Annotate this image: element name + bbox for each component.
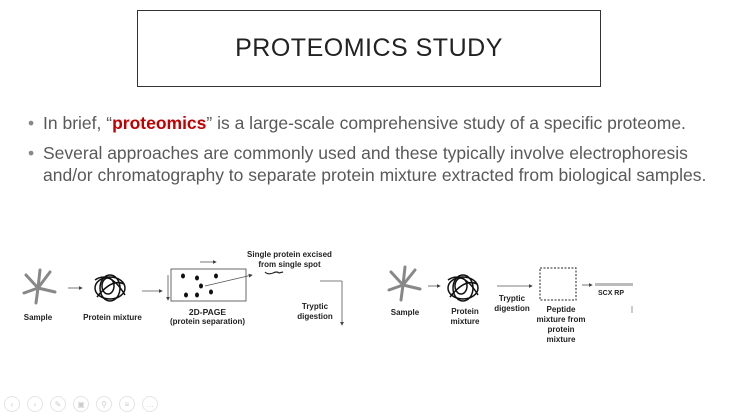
more-icon[interactable]: … xyxy=(142,396,158,412)
zoom-icon[interactable]: ⚲ xyxy=(96,396,112,412)
label-tryptic-left: Tryptic digestion xyxy=(297,302,333,321)
pen-icon[interactable]: ✎ xyxy=(50,396,66,412)
highlight-term: proteomics xyxy=(112,113,207,133)
sample-plant-icon xyxy=(24,270,55,303)
menu-icon[interactable]: ≡ xyxy=(119,396,135,412)
slideshow-nav xyxy=(4,396,158,412)
label-tryptic-right: Tryptic digestion xyxy=(494,294,530,313)
label-protein-separation: (protein separation) xyxy=(169,317,246,326)
previous-icon[interactable]: ‹ xyxy=(4,396,20,412)
label-protein-mixture: Protein mixture xyxy=(83,313,142,322)
label-2d-page: 2D-PAGE xyxy=(188,307,227,317)
bullet-2: • Several approaches are commonly used and these typically involve electrophoresis and/or chromatography to separate protein mixture extracted from biological samples. xyxy=(28,143,707,185)
peptide-mixture-icon xyxy=(540,268,576,300)
next-icon[interactable]: › xyxy=(27,396,43,412)
protein-strand-icon xyxy=(265,272,283,274)
sample-plant-icon-right xyxy=(389,267,420,300)
label-sample-right: Sample xyxy=(390,308,420,317)
column-icon xyxy=(595,283,633,286)
label-sample: Sample xyxy=(23,313,53,322)
bullet-1: • In brief, “proteomics” is a large-scale comprehensive study of a specific proteome. xyxy=(28,113,686,133)
label-peptide-mixture: Peptide mixture from protein mixture xyxy=(536,305,586,344)
label-scx-rp: SCX RP xyxy=(597,290,625,297)
gel-spots xyxy=(181,274,218,298)
slides-icon[interactable]: ▣ xyxy=(73,396,89,412)
slide-title: PROTEOMICS STUDY xyxy=(235,34,503,62)
label-protein-mixture-right: Protein mixture xyxy=(450,307,480,326)
label-single-protein: Single protein excised from single spot xyxy=(247,250,332,269)
